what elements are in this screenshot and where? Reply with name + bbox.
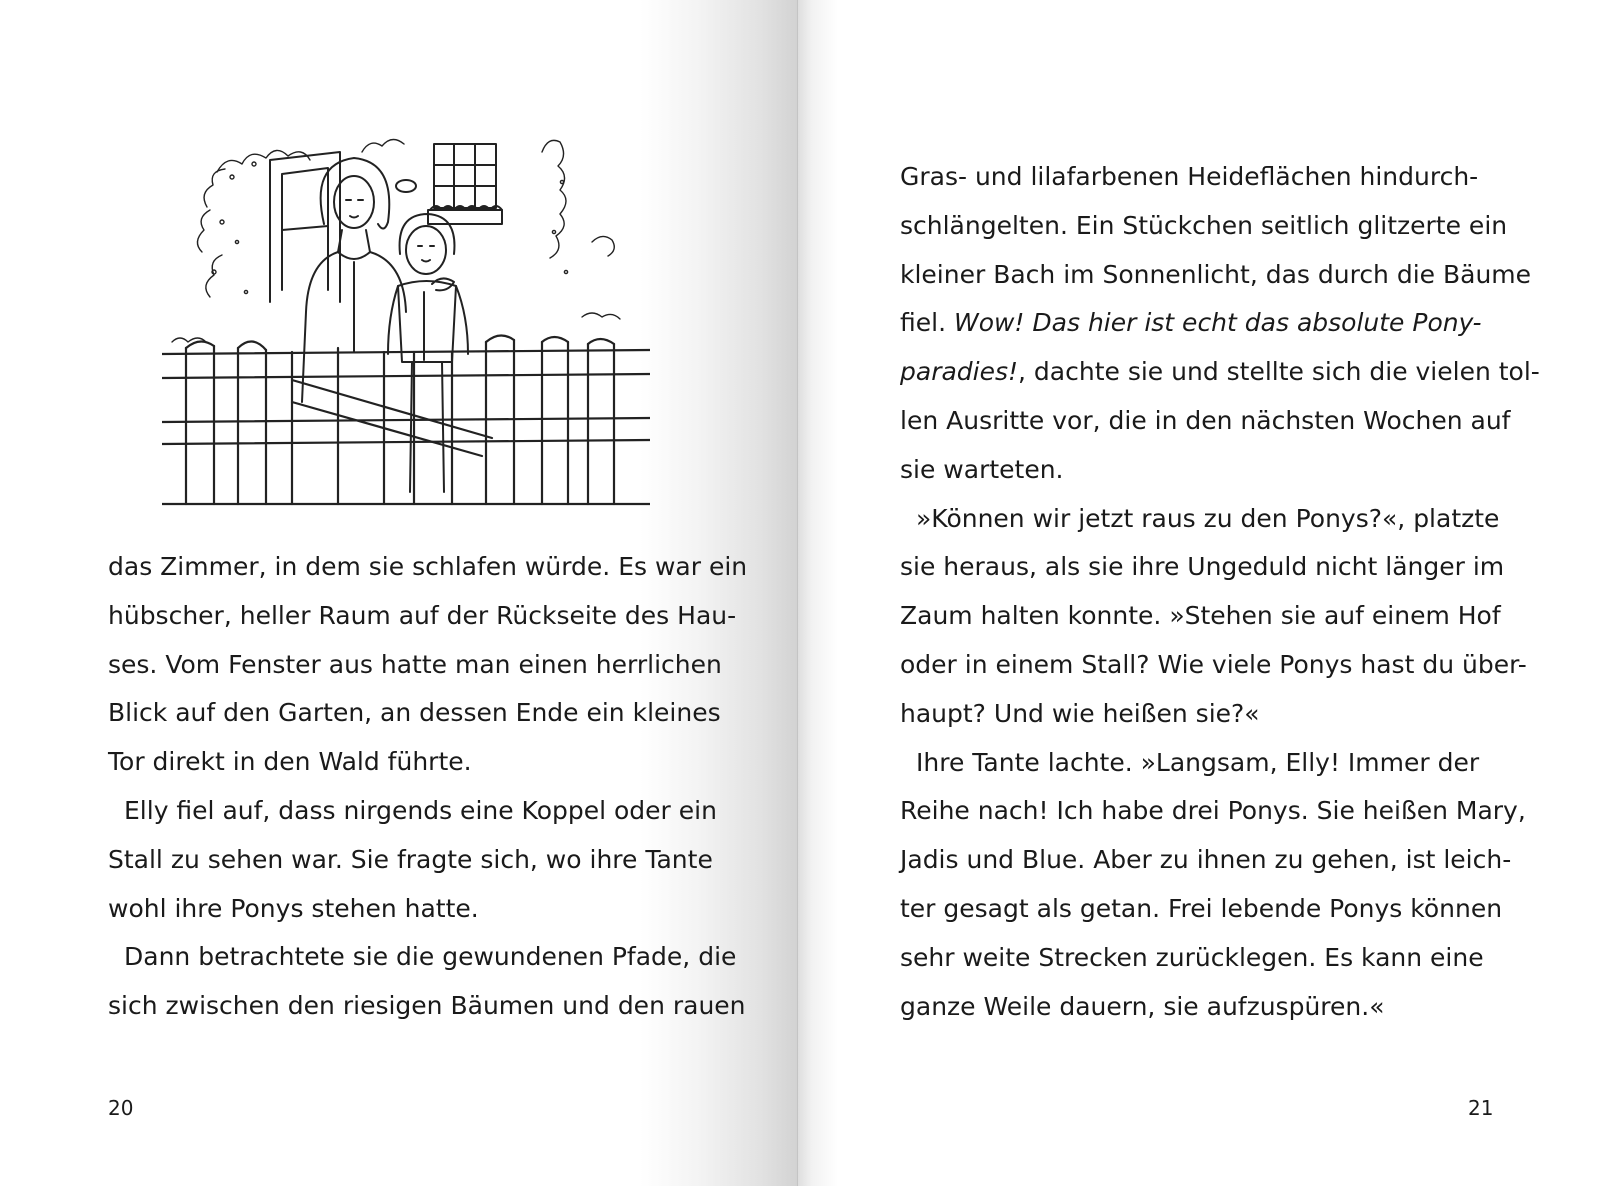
illustration-woman-girl-at-gate <box>162 112 650 512</box>
text-line: Reihe nach! Ich habe drei Ponys. Sie heißen Mary, <box>900 796 1526 826</box>
text-line: Blick auf den Garten, an dessen Ende ein kleines <box>108 698 721 728</box>
text-line: Dann betrachtete sie die gewundenen Pfade, die <box>124 942 737 972</box>
left-body-text <box>108 543 747 1031</box>
page-number-left: 20 <box>108 1096 134 1120</box>
text-line: sehr weite Strecken zurücklegen. Es kann eine <box>900 942 1484 972</box>
text-line: Tor direkt in den Wald führte. <box>108 747 472 777</box>
text-line: Zaum halten konnte. »Stehen sie auf einem Hof <box>900 601 1501 631</box>
text-line: ses. Vom Fenster aus hatte man einen herrlichen <box>108 649 722 679</box>
text-line: Stall zu sehen war. Sie fragte sich, wo ihre Tante <box>108 844 713 874</box>
foliage <box>172 139 620 342</box>
house-window <box>428 144 502 224</box>
text-line: sie heraus, als sie ihre Ungeduld nicht länger im <box>900 552 1505 582</box>
text-line: sich zwischen den riesigen Bäumen und den rauen <box>108 991 746 1021</box>
house-door <box>270 152 340 302</box>
text-line: ganze Weile dauern, sie aufzuspüren.« <box>900 991 1385 1021</box>
text-line <box>900 348 1540 397</box>
text-line: sie warteten. <box>900 454 1064 484</box>
text-segment: , dachte sie und stellte sich die vielen tol- <box>1018 357 1540 387</box>
text-line <box>900 299 1540 348</box>
page-number-right: 21 <box>1468 1096 1494 1120</box>
text-line: Ihre Tante lachte. »Langsam, Elly! Immer der <box>916 747 1480 777</box>
text-line: len Ausritte vor, die in den nächsten Wochen auf <box>900 405 1511 435</box>
italic-thought: paradies! <box>900 357 1019 387</box>
text-line: Elly fiel auf, dass nirgends eine Koppel oder ein <box>124 795 717 825</box>
text-line: oder in einem Stall? Wie viele Ponys hast du über- <box>900 649 1527 679</box>
text-line: das Zimmer, in dem sie schlafen würde. Es war ein <box>108 552 748 581</box>
right-body-text <box>900 153 1540 1031</box>
wall-lamp <box>396 180 416 192</box>
text-line: haupt? Und wie heißen sie?« <box>900 698 1260 728</box>
garden-gate <box>162 335 650 504</box>
italic-thought: Wow! Das hier ist echt das absolute Pony- <box>953 308 1482 338</box>
text-line: schlängelten. Ein Stückchen seitlich glitzerte ein <box>900 210 1508 240</box>
text-line: Jadis und Blue. Aber zu ihnen zu gehen, ist leich- <box>900 845 1512 875</box>
text-line: kleiner Bach im Sonnenlicht, das durch die Bäume <box>900 259 1532 289</box>
left-page <box>0 0 798 1186</box>
text-segment: fiel. <box>900 308 954 338</box>
woman-figure <box>302 158 406 402</box>
text-line: Gras- und lilafarbenen Heideflächen hindurch- <box>900 162 1479 191</box>
text-line: ter gesagt als getan. Frei lebende Ponys können <box>900 893 1503 923</box>
text-line: hübscher, heller Raum auf der Rückseite des Hau- <box>108 600 737 630</box>
text-line: »Können wir jetzt raus zu den Ponys?«, platzte <box>916 503 1500 533</box>
text-line: wohl ihre Ponys stehen hatte. <box>108 893 479 923</box>
